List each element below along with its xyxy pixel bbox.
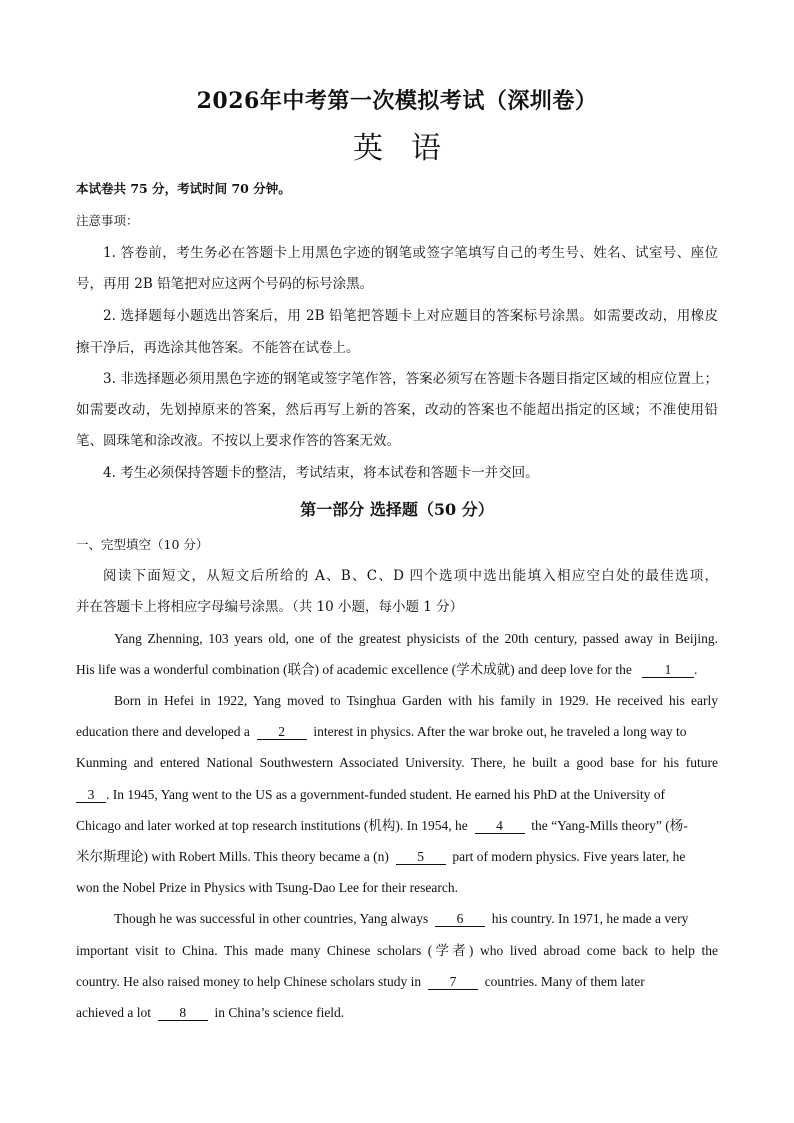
- passage-text: Though he was successful in other countries, Yang always: [114, 911, 429, 926]
- blank-8: 8: [158, 1005, 208, 1021]
- passage-text: in China’s science field.: [214, 1005, 345, 1020]
- blank-6: 6: [435, 911, 485, 927]
- notice-1-line-1: 1. 答卷前，考生务必在答题卡上用黑色字迹的钢笔或签字笔填写自己的考生号、姓名、试室号、座位: [103, 245, 718, 261]
- passage-p1-line-2: [76, 661, 718, 679]
- exam-title: 2026年中考第一次模拟考试（深圳卷）: [196, 88, 598, 114]
- blank-5: 5: [396, 849, 446, 865]
- passage-text: 米尔斯理论) with Robert Mills. This theory became a (n): [76, 849, 389, 864]
- passage-text: achieved a lot: [76, 1005, 151, 1020]
- notice-2-line-2: 擦干净后，再选涂其他答案。不能答在试卷上。: [76, 340, 360, 356]
- blank-3: 3: [76, 787, 106, 803]
- blank-2: 2: [257, 724, 307, 740]
- passage-text: Chicago and later worked at top research institutions (机构). In 1954, he: [76, 818, 468, 833]
- notice-3-line-2: 如需要改动，先划掉原来的答案，然后再写上新的答案，改动的答案也不能超出指定的区域；不准使用铅: [76, 402, 718, 418]
- passage-p2-line-7: won the Nobel Prize in Physics with Tsung-Dao Lee for their research.: [76, 880, 458, 895]
- passage-p2-line-6: [76, 848, 718, 866]
- passage-text: country. He also raised money to help Chinese scholars study in: [76, 974, 422, 989]
- passage-p2-line-3: Kunming and entered National Southwestern Associated University. There, he built a good base for his future: [76, 755, 718, 770]
- blank-1: 1: [642, 662, 694, 678]
- passage-p3-line-1: [114, 910, 718, 928]
- notice-4: 4. 考生必须保持答题卡的整洁，考试结束，将本试卷和答题卡一并交回。: [103, 465, 539, 481]
- notice-3-line-3: 笔、圆珠笔和涂改液。不按以上要求作答的答案无效。: [76, 433, 400, 449]
- passage-p2-line-1: Born in Hefei in 1922, Yang moved to Tsinghua Garden with his family in 1929. He received his early: [114, 693, 718, 708]
- passage-text: education there and developed a: [76, 724, 250, 739]
- passage-p3-line-4: [76, 1004, 718, 1022]
- blank-4: 4: [475, 818, 525, 834]
- passage-text: His life was a wonderful combination (联合) of academic excellence (学术成就) and deep love for the: [76, 662, 632, 677]
- passage-text: interest in physics. After the war broke out, he traveled a long way to: [313, 724, 687, 739]
- passage-p2-line-4: [76, 786, 718, 804]
- notice-2-line-1: 2. 选择题每小题选出答案后，用 2B 铅笔把答题卡上对应题目的答案标号涂黑。如需要改动，用橡皮: [103, 308, 718, 324]
- passage-text: his country. In 1971, he made a very: [491, 911, 689, 926]
- passage-text: countries. Many of them later: [484, 974, 645, 989]
- instruction-line-2: 并在答题卡上将相应字母编号涂黑。（共 10 小题，每小题 1 分）: [76, 599, 464, 615]
- section-1-heading: 一、完型填空（10 分）: [76, 537, 209, 552]
- passage-p2-line-2: [76, 723, 718, 741]
- passage-text: the “Yang-Mills theory” (杨-: [531, 818, 688, 833]
- passage-p1-line-1: Yang Zhenning, 103 years old, one of the greatest physicists of the 20th century, passed away in Beijing.: [114, 631, 718, 646]
- passage-text: part of modern physics. Five years later, he: [452, 849, 686, 864]
- passage-p3-line-2: important visit to China. This made many Chinese scholars (学者) who lived abroad come back to help the: [76, 943, 718, 958]
- blank-7: 7: [428, 974, 478, 990]
- notice-3-line-1: 3. 非选择题必须用黑色字迹的钢笔或签字笔作答，答案必须写在答题卡各题目指定区域的相应位置上；: [103, 371, 718, 387]
- notice-title: 注意事项：: [76, 213, 139, 228]
- passage-p2-line-5: [76, 817, 718, 835]
- passage-text: . In 1945, Yang went to the US as a government-funded student. He earned his PhD at the University of: [106, 787, 666, 802]
- subject-title: 英语: [353, 131, 469, 166]
- instruction-line-1: 阅读下面短文，从短文后所给的 A、B、C、D 四个选项中选出能填入相应空白处的最佳选项，: [103, 568, 718, 584]
- part-1-title: 第一部分 选择题（50 分）: [300, 500, 494, 519]
- passage-p3-line-3: [76, 973, 718, 991]
- exam-info: 本试卷共 75 分，考试时间 70 分钟。: [76, 181, 291, 196]
- passage-text: .: [694, 662, 698, 677]
- notice-1-line-2: 号，再用 2B 铅笔把对应这两个号码的标号涂黑。: [76, 276, 374, 292]
